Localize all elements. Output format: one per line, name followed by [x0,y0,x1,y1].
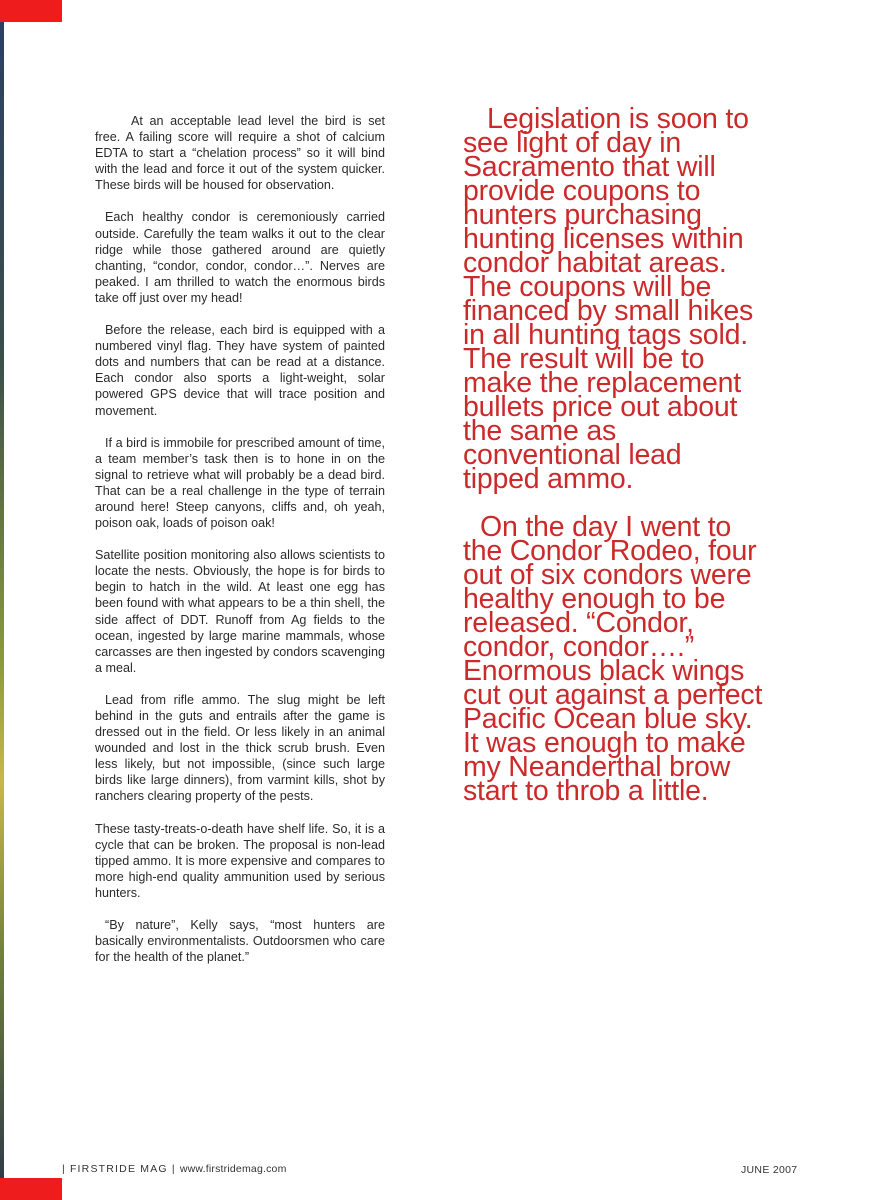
article-paragraph: Each healthy condor is ceremoniously carried outside. Carefully the team walks it out to the clear ridge while those gathered around are quietly chanting, “condor, condor, condor…”. Nerves are peaked. I am thrilled to watch the enormous birds take off just over my head! [95,210,385,305]
article-body-column [95,113,385,981]
page-edge-strip [0,0,4,1200]
footer-url: www.firstridemag.com [179,1163,287,1175]
pull-quote-column [463,103,763,827]
footer-date: JUNE 2007 [741,1164,798,1176]
pull-quote-paragraph: Legislation is soon to see light of day in Sacramento that will provide coupons to hunters purchasing hunting licenses within condor habitat areas. The coupons will be financed by small hikes in all hunting tags sold. The result will be to make the replacement bullets price out about the same as conventional lead tipped ammo. [463,103,754,495]
red-corner-tab-top [0,0,62,22]
article-paragraph: These tasty-treats-o-death have shelf life. So, it is a cycle that can be broken. The proposal is non-lead tipped ammo. It is more expensive and compares to more high-end quality ammunition used by serious hunters. [95,821,385,900]
article-paragraph: Satellite position monitoring also allows scientists to locate the nests. Obviously, the hope is for birds to begin to hatch in the wild. At least one egg has been found with what appears to be a thin shell, the side affect of DDT. Runoff from Ag fields to the ocean, ingested by large marine mammals, whose carcasses are then ingested by condors scavenging a meal. [95,548,385,675]
footer-pipe: | [62,1163,66,1175]
article-paragraph: Before the release, each bird is equipped with a numbered vinyl flag. They have system of painted dots and numbers that can be read at a distance. Each condor also sports a light-weight, solar powered GPS device that will trace position and movement. [95,323,385,418]
red-corner-tab-bottom [0,1178,62,1200]
article-paragraph: At an acceptable lead level the bird is set free. A failing score will require a shot of calcium EDTA to start a “chelation process” so it will bind with the lead and force it out of the system quicker. These birds will be housed for observation. [95,114,385,193]
article-paragraph: Lead from rifle ammo. The slug might be left behind in the guts and entrails after the game is dressed out in the field. Or less likely in an animal wounded and lost in the thick scrub brush. Even less likely, but not impossible, (since such large birds like large dinners), from varmint kills, shot by ranchers clearing property of the pests. [95,692,385,804]
article-paragraph: “By nature”, Kelly says, “most hunters are basically environmentalists. Outdoorsmen who care for the health of the planet.” [95,918,385,965]
footer-separator: | [171,1163,176,1175]
article-paragraph: If a bird is immobile for prescribed amount of time, a team member’s task then is to hone in on the signal to retrieve what will probably be a dead bird. That can be a real challenge in the type of terrain around here! Steep canyons, cliffs and, oh yeah, poison oak, loads of poison oak! [95,435,385,531]
footer-magazine-name: FIRSTRIDE MAG [69,1163,168,1175]
pull-quote-paragraph: On the day I went to the Condor Rodeo, four out of six condors were healthy enough to be released. “Condor, condor, condor….” Enormous black wings cut out against a perfect Pacific Ocean blue sky. It was enough to make my Neanderthal brow start to throb a little. [463,511,763,807]
footer-masthead [62,1163,287,1175]
